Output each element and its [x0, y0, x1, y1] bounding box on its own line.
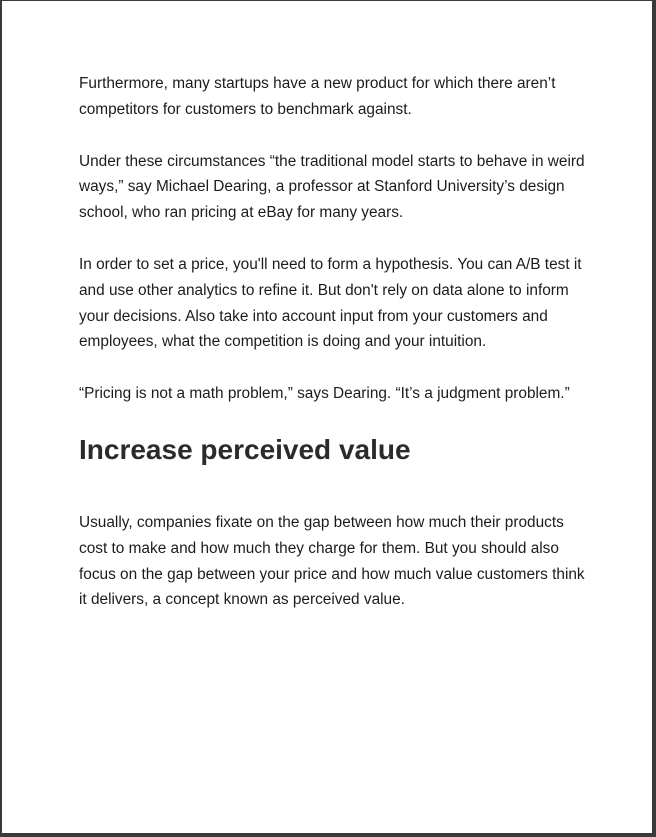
document-page [2, 1, 652, 833]
paragraph-judgment-problem: “Pricing is not a math problem,” says Dearing. “It’s a judgment problem.” [79, 385, 570, 403]
paragraph-dearing-quote: Under these circumstances “the traditional model starts to behave in weird ways,” say Michael Dearing, a professor at Stanford University’s design school, who ran pricing at eBay for many years. [79, 152, 585, 222]
page-content [79, 71, 589, 639]
paragraph-competitors: Furthermore, many startups have a new product for which there aren’t competitors for customers to benchmark against. [79, 75, 556, 118]
section-heading: Increase perceived value [79, 433, 411, 465]
paragraph-perceived-value: Usually, companies fixate on the gap between how much their products cost to make and how much they charge for them. But you should also focus on the gap between your price and how much value customers think it delivers, a concept known as perceived value. [79, 513, 585, 609]
paragraph-hypothesis: In order to set a price, you'll need to form a hypothesis. You can A/B test it and use other analytics to refine it. But don't rely on data alone to inform your decisions. Also take into account input from your customers and employees, what the competition is doing and your intuition. [79, 255, 582, 351]
